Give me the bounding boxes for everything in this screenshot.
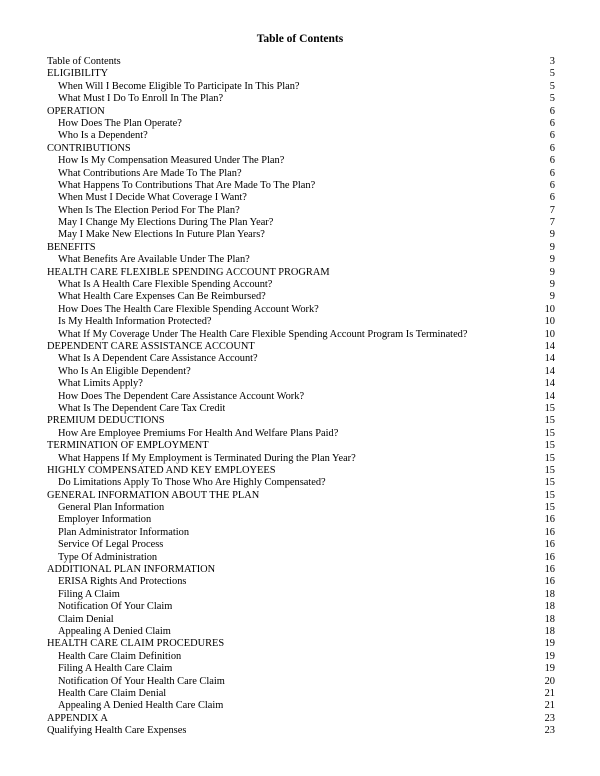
toc-entry[interactable] xyxy=(47,539,555,551)
toc-entry-page-number: 15 xyxy=(544,477,555,489)
toc-entry-page-number: 21 xyxy=(544,687,555,699)
toc-entry-page-number: 9 xyxy=(549,229,555,241)
toc-entry-page-number: 10 xyxy=(544,328,555,340)
toc-entry-label: Who Is An Eligible Dependent? xyxy=(58,365,191,377)
toc-entry[interactable] xyxy=(47,68,555,80)
toc-entry[interactable] xyxy=(47,601,555,613)
toc-entry-page-number: 9 xyxy=(549,266,555,278)
toc-entry-page-number: 15 xyxy=(544,452,555,464)
toc-entry-page-number: 15 xyxy=(544,502,555,514)
toc-entry-label: What Is A Health Care Flexible Spending Account? xyxy=(58,279,273,291)
toc-entry-label: May I Change My Elections During The Plan Year? xyxy=(58,217,274,229)
toc-entry[interactable] xyxy=(47,428,555,440)
toc-entry[interactable] xyxy=(47,415,555,427)
toc-entry-page-number: 15 xyxy=(544,489,555,501)
toc-entry[interactable] xyxy=(47,713,555,725)
toc-entry[interactable] xyxy=(47,81,555,93)
toc-entry[interactable] xyxy=(47,267,555,279)
toc-entry-label: What Is The Dependent Care Tax Credit xyxy=(58,402,226,414)
toc-entry-label: What Health Care Expenses Can Be Reimbursed? xyxy=(58,291,266,303)
toc-entry-page-number: 7 xyxy=(549,204,555,216)
toc-entry-label: Notification Of Your Health Care Claim xyxy=(58,675,225,687)
toc-entry[interactable] xyxy=(47,254,555,266)
toc-entry-page-number: 6 xyxy=(549,167,555,179)
toc-entry[interactable] xyxy=(47,130,555,142)
toc-entry[interactable] xyxy=(47,56,555,68)
toc-entry-page-number: 14 xyxy=(544,378,555,390)
toc-entry-page-number: 6 xyxy=(549,117,555,129)
toc-entry-page-number: 23 xyxy=(544,725,555,737)
toc-entry[interactable] xyxy=(47,514,555,526)
toc-entry-page-number: 15 xyxy=(544,427,555,439)
toc-entry-page-number: 23 xyxy=(544,712,555,724)
toc-entry-page-number: 14 xyxy=(544,365,555,377)
toc-entry[interactable] xyxy=(47,205,555,217)
toc-entry-label: BENEFITS xyxy=(47,241,96,253)
toc-entry-label: May I Make New Elections In Future Plan Years? xyxy=(58,229,265,241)
toc-entry-label: What Contributions Are Made To The Plan? xyxy=(58,167,242,179)
toc-entry-label: How Are Employee Premiums For Health And Welfare Plans Paid? xyxy=(58,427,339,439)
toc-entry-label: Employer Information xyxy=(58,514,152,526)
toc-entry-page-number: 19 xyxy=(544,638,555,650)
toc-entry[interactable] xyxy=(47,688,555,700)
toc-entry[interactable] xyxy=(47,552,555,564)
toc-entry-label: PREMIUM DEDUCTIONS xyxy=(47,415,165,427)
toc-entry[interactable] xyxy=(47,676,555,688)
toc-entry-label: ADDITIONAL PLAN INFORMATION xyxy=(47,564,216,576)
toc-entry[interactable] xyxy=(47,638,555,650)
toc-entry-page-number: 6 xyxy=(549,130,555,142)
toc-entry[interactable] xyxy=(47,477,555,489)
toc-entry-page-number: 15 xyxy=(544,440,555,452)
toc-entry[interactable] xyxy=(47,229,555,241)
toc-entry-label: When Will I Become Eligible To Participate In This Plan? xyxy=(58,80,300,92)
toc-entry-label: HEALTH CARE FLEXIBLE SPENDING ACCOUNT PROGRAM xyxy=(47,266,330,278)
toc-entry-page-number: 9 xyxy=(549,254,555,266)
toc-entry[interactable] xyxy=(47,502,555,514)
toc-entry-label: Plan Administrator Information xyxy=(58,526,190,538)
toc-entry[interactable] xyxy=(47,168,555,180)
toc-entry-label: Health Care Claim Definition xyxy=(58,650,182,662)
toc-entry-label: What Happens To Contributions That Are Made To The Plan? xyxy=(58,179,316,191)
toc-entry-page-number: 15 xyxy=(544,402,555,414)
toc-entry-label: Type Of Administration xyxy=(58,551,158,563)
toc-entry-page-number: 16 xyxy=(544,576,555,588)
toc-entry[interactable] xyxy=(47,576,555,588)
toc-entry-page-number: 21 xyxy=(544,700,555,712)
toc-entry-label: Do Limitations Apply To Those Who Are Highly Compensated? xyxy=(58,477,326,489)
toc-entry-page-number: 5 xyxy=(549,80,555,92)
toc-entry-label: GENERAL INFORMATION ABOUT THE PLAN xyxy=(47,489,260,501)
toc-entry[interactable] xyxy=(47,353,555,365)
toc-entry-page-number: 14 xyxy=(544,390,555,402)
toc-entry-label: Filing A Claim xyxy=(58,588,120,600)
toc-entry-label: HEALTH CARE CLAIM PROCEDURES xyxy=(47,638,225,650)
toc-entry-page-number: 15 xyxy=(544,415,555,427)
toc-entry[interactable] xyxy=(47,242,555,254)
toc-entry-label: What If My Coverage Under The Health Care Flexible Spending Account Program Is Terminated? xyxy=(58,328,468,340)
toc-entry[interactable] xyxy=(47,614,555,626)
toc-entry[interactable] xyxy=(47,725,555,737)
toc-entry-page-number: 10 xyxy=(544,316,555,328)
toc-entry-label: OPERATION xyxy=(47,105,105,117)
toc-entry-page-number: 6 xyxy=(549,142,555,154)
toc-entry-label: TERMINATION OF EMPLOYMENT xyxy=(47,440,209,452)
toc-entry-label: Claim Denial xyxy=(58,613,114,625)
toc-entry[interactable] xyxy=(47,527,555,539)
toc-entry-label: HIGHLY COMPENSATED AND KEY EMPLOYEES xyxy=(47,464,276,476)
page-title: Table of Contents xyxy=(256,33,344,45)
toc-entry[interactable] xyxy=(47,143,555,155)
toc-entry-page-number: 15 xyxy=(544,464,555,476)
toc-entry[interactable] xyxy=(47,366,555,378)
toc-entry-label: ERISA Rights And Protections xyxy=(58,576,187,588)
toc-entry-label: Appealing A Denied Health Care Claim xyxy=(58,700,224,712)
toc-entry-page-number: 9 xyxy=(549,291,555,303)
toc-entry-page-number: 3 xyxy=(549,56,555,67)
toc-entry[interactable] xyxy=(47,180,555,192)
toc-entry-label: What Benefits Are Available Under The Plan? xyxy=(58,254,250,266)
toc-entry[interactable] xyxy=(47,155,555,167)
toc-entry-page-number: 16 xyxy=(544,526,555,538)
toc-entry[interactable] xyxy=(47,291,555,303)
toc-entry-label: What Limits Apply? xyxy=(58,378,143,390)
toc-entry[interactable] xyxy=(47,391,555,403)
toc-entry[interactable] xyxy=(47,341,555,353)
toc-entry-page-number: 16 xyxy=(544,539,555,551)
toc-entry-label: How Is My Compensation Measured Under The Plan? xyxy=(58,155,285,167)
toc-entry-label: Notification Of Your Claim xyxy=(58,601,173,613)
toc-entry[interactable] xyxy=(47,316,555,328)
toc-entry-page-number: 19 xyxy=(544,663,555,675)
toc-entry-page-number: 20 xyxy=(544,675,555,687)
toc-entry[interactable] xyxy=(47,440,555,452)
toc-entry-page-number: 18 xyxy=(544,613,555,625)
toc-entry-page-number: 10 xyxy=(544,303,555,315)
toc-entry[interactable] xyxy=(47,192,555,204)
toc-entry-label: Health Care Claim Denial xyxy=(58,687,167,699)
toc-entry-page-number: 7 xyxy=(549,217,555,229)
toc-entry-label: What Happens If My Employment is Terminated During the Plan Year? xyxy=(58,452,356,464)
toc-entry-page-number: 16 xyxy=(544,551,555,563)
toc-entry-label: General Plan Information xyxy=(58,502,165,514)
toc-entry[interactable] xyxy=(47,626,555,638)
toc-entry-label: How Does The Dependent Care Assistance Account Work? xyxy=(58,390,305,402)
toc-entry-label: Service Of Legal Process xyxy=(58,539,164,551)
toc-entry-page-number: 6 xyxy=(549,155,555,167)
toc-entry-label: When Is The Election Period For The Plan? xyxy=(58,204,240,216)
toc-entry[interactable] xyxy=(47,118,555,130)
toc-entry[interactable] xyxy=(47,589,555,601)
toc-entry-label: Appealing A Denied Claim xyxy=(58,625,171,637)
toc-entry-label: APPENDIX A xyxy=(47,712,108,724)
toc-entry[interactable] xyxy=(47,403,555,415)
toc-entry-page-number: 18 xyxy=(544,588,555,600)
toc-entry[interactable] xyxy=(47,651,555,663)
toc-entry-label: Filing A Health Care Claim xyxy=(58,663,173,675)
toc-entry[interactable] xyxy=(47,465,555,477)
toc-entry-label: Who Is a Dependent? xyxy=(58,130,148,142)
toc-entry[interactable] xyxy=(47,490,555,502)
toc-entry[interactable] xyxy=(47,279,555,291)
toc-entry-page-number: 19 xyxy=(544,650,555,662)
toc-entry-page-number: 5 xyxy=(549,93,555,105)
toc-entry[interactable] xyxy=(47,93,555,105)
toc-entry-label: Qualifying Health Care Expenses xyxy=(47,725,187,737)
toc-entry-label: What Is A Dependent Care Assistance Account? xyxy=(58,353,258,365)
toc-entry[interactable] xyxy=(47,453,555,465)
toc-entry-page-number: 6 xyxy=(549,192,555,204)
toc-entry-label: DEPENDENT CARE ASSISTANCE ACCOUNT xyxy=(47,340,255,352)
toc-entry-label: ELIGIBILITY xyxy=(47,68,109,80)
toc-entry-label: When Must I Decide What Coverage I Want? xyxy=(58,192,247,204)
toc-entry[interactable] xyxy=(47,700,555,712)
toc-entry-label: How Does The Health Care Flexible Spending Account Work? xyxy=(58,303,319,315)
toc-entry-page-number: 18 xyxy=(544,601,555,613)
toc-entry-page-number: 14 xyxy=(544,340,555,352)
toc-entry-page-number: 16 xyxy=(544,564,555,576)
toc-entry-page-number: 5 xyxy=(549,68,555,80)
toc-entry[interactable] xyxy=(47,564,555,576)
toc-entry-label: Table of Contents xyxy=(47,56,121,67)
toc-entry-page-number: 9 xyxy=(549,241,555,253)
toc-entry-label: What Must I Do To Enroll In The Plan? xyxy=(58,93,224,105)
toc-entry-page-number: 18 xyxy=(544,625,555,637)
toc-entry-page-number: 14 xyxy=(544,353,555,365)
toc-entry-page-number: 9 xyxy=(549,279,555,291)
toc-entry[interactable] xyxy=(47,329,555,341)
toc-entry[interactable] xyxy=(47,217,555,229)
toc-entry[interactable] xyxy=(47,378,555,390)
toc-entry[interactable] xyxy=(47,304,555,316)
toc-entry-page-number: 6 xyxy=(549,179,555,191)
toc-entry[interactable] xyxy=(47,663,555,675)
toc-list xyxy=(47,56,555,737)
toc-entry[interactable] xyxy=(47,106,555,118)
toc-entry-label: Is My Health Information Protected? xyxy=(58,316,212,328)
toc-entry-label: How Does The Plan Operate? xyxy=(58,117,182,129)
toc-entry-label: CONTRIBUTIONS xyxy=(47,142,131,154)
toc-entry-page-number: 6 xyxy=(549,105,555,117)
toc-entry-page-number: 16 xyxy=(544,514,555,526)
